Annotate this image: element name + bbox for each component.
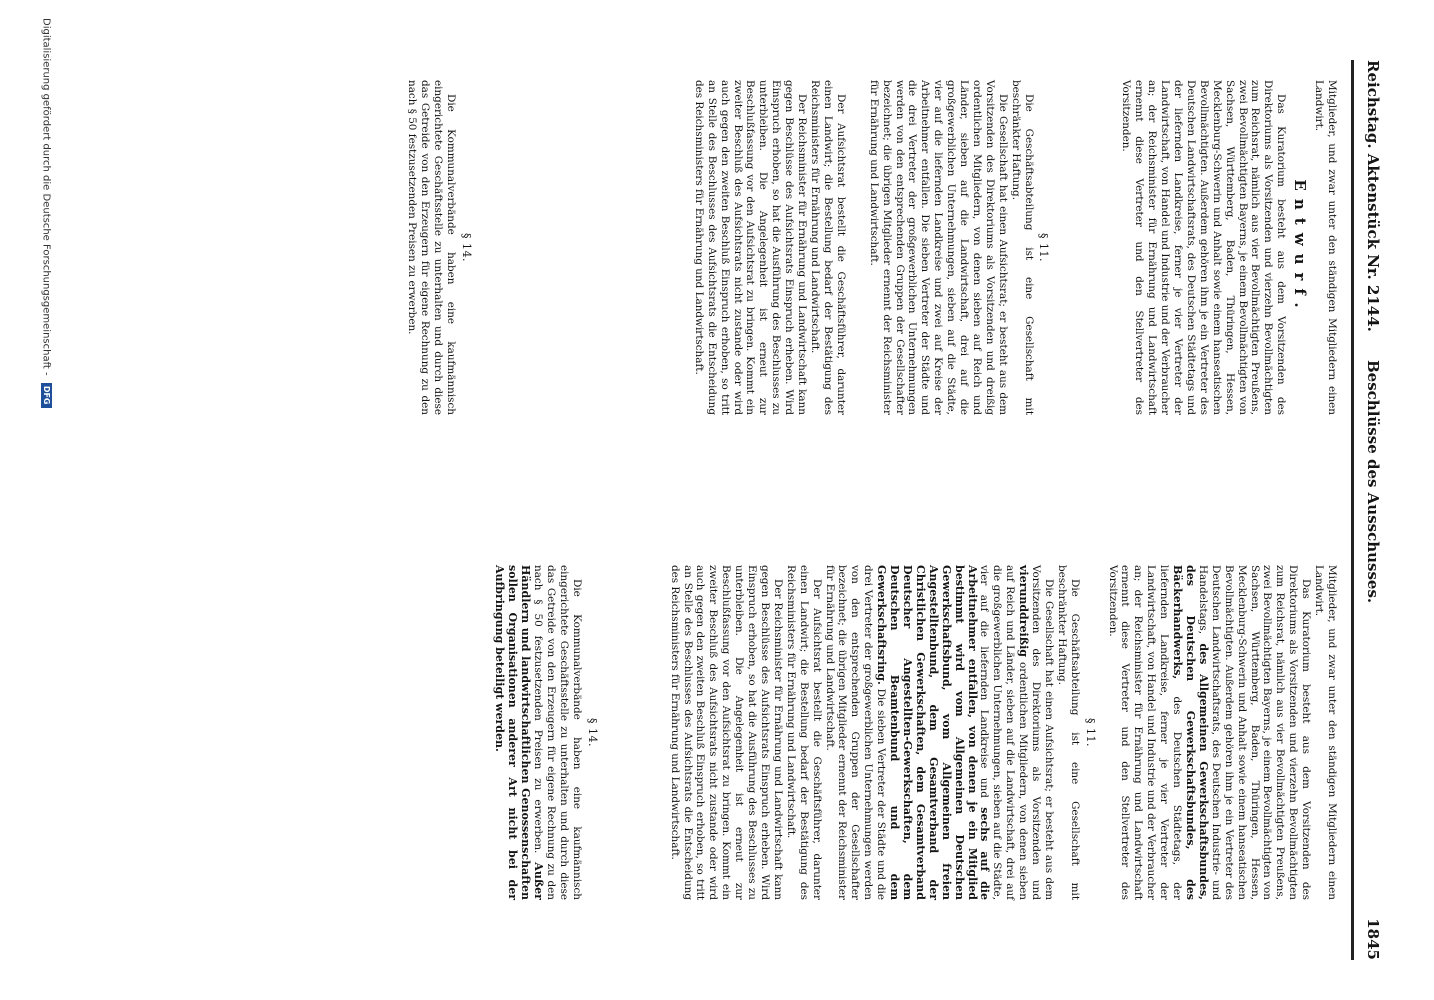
page-number: 1845 bbox=[1364, 918, 1382, 960]
header-rule bbox=[1351, 60, 1354, 960]
left-para-0: Mitglieder, und zwar unter den ständigen Mitgliedern einen Landwirt. bbox=[1313, 80, 1338, 415]
right-para-4: Der Aufsichtsrat bestellt die Geschäftsführer, darunter einen Landwirt; die Bestellung bedarf der Bestätigung des Reichsministers für Ernährung und Landwirtschaft. bbox=[784, 565, 823, 900]
digitization-credit bbox=[41, 18, 53, 408]
right-para-1c: des Deutschen Städtetags, der liefernden Landkreise, ferner je vier Vertreter der Landwirtschaft, von Handel und Industrie und der Verbraucher an; der Reichsminister für Ernährung und Landwirtschaft ernennt diese Vertreter und den Stellvertreter des Vorsitzenden. bbox=[1106, 565, 1184, 900]
right-para-1a: Das Kuratorium besteht aus dem Vorsitzenden des Direktoriums als Vorsitzenden und vierzehn Bevollmächtigten zum Reichsrat, nämlich aus vier Bevollmächtigten Preußens, zwei Bevollmächtigten Bayerns, je einem Bevollmächtigten von Sachsen, Württemberg, Baden, Thüringen, Hessen, Mecklenburg-Schwerin und Anhalt sowie einem hanseatischen Bevollmächtigten. Außerdem gehören ihm je ein Vertreter des Deutschen Landwirtschaftsrats, des Deutschen Industrie- und Handelstags, bbox=[1196, 565, 1313, 900]
right-insertion-3: sechs auf die Arbeitnehmer entfallen, von denen je ein Mitglied bestimmt wird vom Allgemeinen Deutschen Gewerkschaftsbund, vom Allgemeinen freien Angestelltenbund, dem Gesamtverband der Christlichen Gewerkschaften, dem Gesamtverband Deutscher Angestellten-Gewerkschaften, dem Deutschen Beamtenbund und dem Gewerkschaftsring. bbox=[875, 565, 992, 900]
left-column-heading: Entwurf. bbox=[1291, 179, 1310, 316]
right-section-14: § 14. bbox=[585, 718, 599, 747]
right-insertion-1: des Allgemeinen Gewerkschaftsbundes, des Deutschen Gewerkschaftsbundes, des Bäckerhandwerks, bbox=[1171, 565, 1210, 900]
right-para-3a: Die Gesellschaft hat einen Aufsichtsrat; er besteht aus dem Vorsitzenden des Direktoriums als Vorsitzenden und bbox=[1030, 565, 1055, 900]
right-para-3e: Die sieben Vertreter der Städte und die drei Vertreter der großgewerblichen Unternehmungen werden von den entsprechenden Gruppen der Gesellschafter bezeichnet; die übrigen Mitglieder ernennt der Reichsminister für Ernährung und Landwirtschaft. bbox=[823, 565, 888, 900]
right-para-3 bbox=[823, 565, 1055, 900]
right-para-1 bbox=[1106, 565, 1313, 900]
header-center: Beschlüsse des Ausschusses. bbox=[1364, 360, 1382, 604]
right-para-6a: Die Kommunalverbände haben eine kaufmännisch eingerichtete Geschäftsstelle zu unterhalten und durch diese das Getreide von den Erzeugern für eigene Rechnung zu den nach § 50 festzusetzenden Preisen zu erwerben. bbox=[532, 565, 583, 900]
right-insertion-2: vierunddreißig bbox=[1017, 565, 1031, 657]
left-para-5: Der Reichsminister für Ernährung und Landwirtschaft kann gegen Beschlüsse des Aufsichtsrats Einspruch erheben. Wird Einspruch erhoben, so hat die Ausführung des Beschlusses zu unterbleiben. Die Angelegenheit ist erneut zur Beschlußfassung vor den Aufsichtsrat zu bringen. Kommt ein zweiter Beschluß des Aufsichtsrats nicht zustande oder wird auch gegen den zweiten Beschluß Einspruch erhoben, so tritt an Stelle des Beschlusses des Aufsichtsrats die Entscheidung des Reichsministers für Ernährung und Landwirtschaft. bbox=[692, 80, 809, 415]
right-para-5: Der Reichsminister für Ernährung und Landwirtschaft kann gegen Beschlüsse des Aufsichtsrats Einspruch erheben. Wird Einspruch erhoben, so hat die Ausführung des Beschlusses zu unterbleiben. Die Angelegenheit ist erneut zur Beschlußfassung vor den Aufsichtsrat zu bringen. Kommt ein zweiter Beschluß des Aufsichtsrats nicht zustande oder wird auch gegen den zweiten Beschluß Einspruch erhoben, so tritt an Stelle des Beschlusses des Aufsichtsrats die Entscheidung des Reichsministers für Ernährung und Landwirtschaft. bbox=[668, 565, 784, 900]
credit-text: Digitalisierung gefördert durch die Deutsche Forschungsgemeinschaft - bbox=[40, 18, 52, 376]
right-para-3c: ordentlichen Mitgliedern, von denen sieben auf Reich und Länder, sieben auf die Landwirtschaft, drei auf die großgewerblichen Unternehmungen, sieben auf die Städte, vier auf die liefernden Landkreise und bbox=[978, 565, 1030, 900]
left-para-3: Die Gesellschaft hat einen Aufsichtsrat; er besteht aus dem Vorsitzenden des Direktoriums als Vorsitzenden und dreißig ordentlichen Mitgliedern, von denen sieben auf Reich und Länder, sieben auf die Landwirtschaft, drei auf die großgewerblichen Unternehmungen, sieben auf die Städte, vier auf die liefernden Landkreise und zwei auf Kreise der Arbeitnehmer entfallen. Die sieben Vertreter der Städte und die drei Vertreter der großgewerblichen Unternehmungen werden von den entsprechenden Gruppen der Gesellschafter bezeichnet; die übrigen Mitglieder ernennt der Reichsminister für Ernährung und Landwirtschaft. bbox=[867, 80, 1009, 415]
header-left: Reichstag. Aktenstück Nr. 2144. bbox=[1364, 60, 1382, 332]
left-section-11: § 11. bbox=[1037, 233, 1051, 262]
left-section-14: § 14. bbox=[459, 233, 473, 262]
right-insertion-4: Außer Händlern und landwirtschaftlichen Genossenschaften sollen Organisationen anderer Art nicht bei der Aufbringung beteiligt werden. bbox=[493, 565, 546, 900]
left-para-1: Das Kuratorium besteht aus dem Vorsitzenden des Direktoriums als Vorsitzenden und vierzehn Bevollmächtigten zum Reichsrat, nämlich aus vier Bevollmächtigten Preußens, zwei Bevollmächtigten Bayerns, je einem Bevollmächtigten von Sachsen, Württemberg, Baden, Thüringen, Hessen, Mecklenburg-Schwerin und Anhalt sowie einem hanseatischen Bevollmächtigten. Außerdem gehören ihm je ein Vertreter des Deutschen Landwirtschaftsrats, des Deutschen Städtetags und der liefernden Landkreise, ferner je vier Vertreter der Landwirtschaft, von Handel und Industrie und der Verbraucher an; der Reichsminister für Ernährung und Landwirtschaft ernennt diese Vertreter und den Stellvertreter des Vorsitzenden. bbox=[1120, 80, 1288, 415]
right-section-11: § 11. bbox=[1083, 718, 1097, 747]
dfg-logo: DFG bbox=[41, 383, 52, 408]
left-column-entwurf bbox=[405, 80, 1338, 415]
right-para-2: Die Geschäftsabteilung ist eine Gesellschaft mit beschränkter Haftung. bbox=[1055, 565, 1081, 900]
left-para-4: Der Aufsichtsrat bestellt die Geschäftsführer, darunter einen Landwirt; die Bestellung bedarf der Bestätigung des Reichsministers für Ernährung und Landwirtschaft. bbox=[809, 80, 847, 415]
left-para-2: Die Geschäftsabteilung ist eine Gesellschaft mit beschränkter Haftung. bbox=[1009, 80, 1035, 415]
page-header bbox=[1362, 60, 1382, 960]
left-para-6: Die Kommunalverbände haben eine kaufmännisch eingerichtete Geschäftsstelle zu unterhalten und durch diese das Getreide von den Erzeugern für eigene Rechnung zu den nach § 50 festzusetzenden Preisen zu erwerben. bbox=[406, 80, 458, 415]
right-column-beschluesse bbox=[493, 565, 1338, 900]
right-para-0: Mitglieder, und zwar unter den ständigen Mitgliedern einen Landwirt. bbox=[1313, 565, 1338, 900]
right-para-6 bbox=[493, 565, 583, 900]
